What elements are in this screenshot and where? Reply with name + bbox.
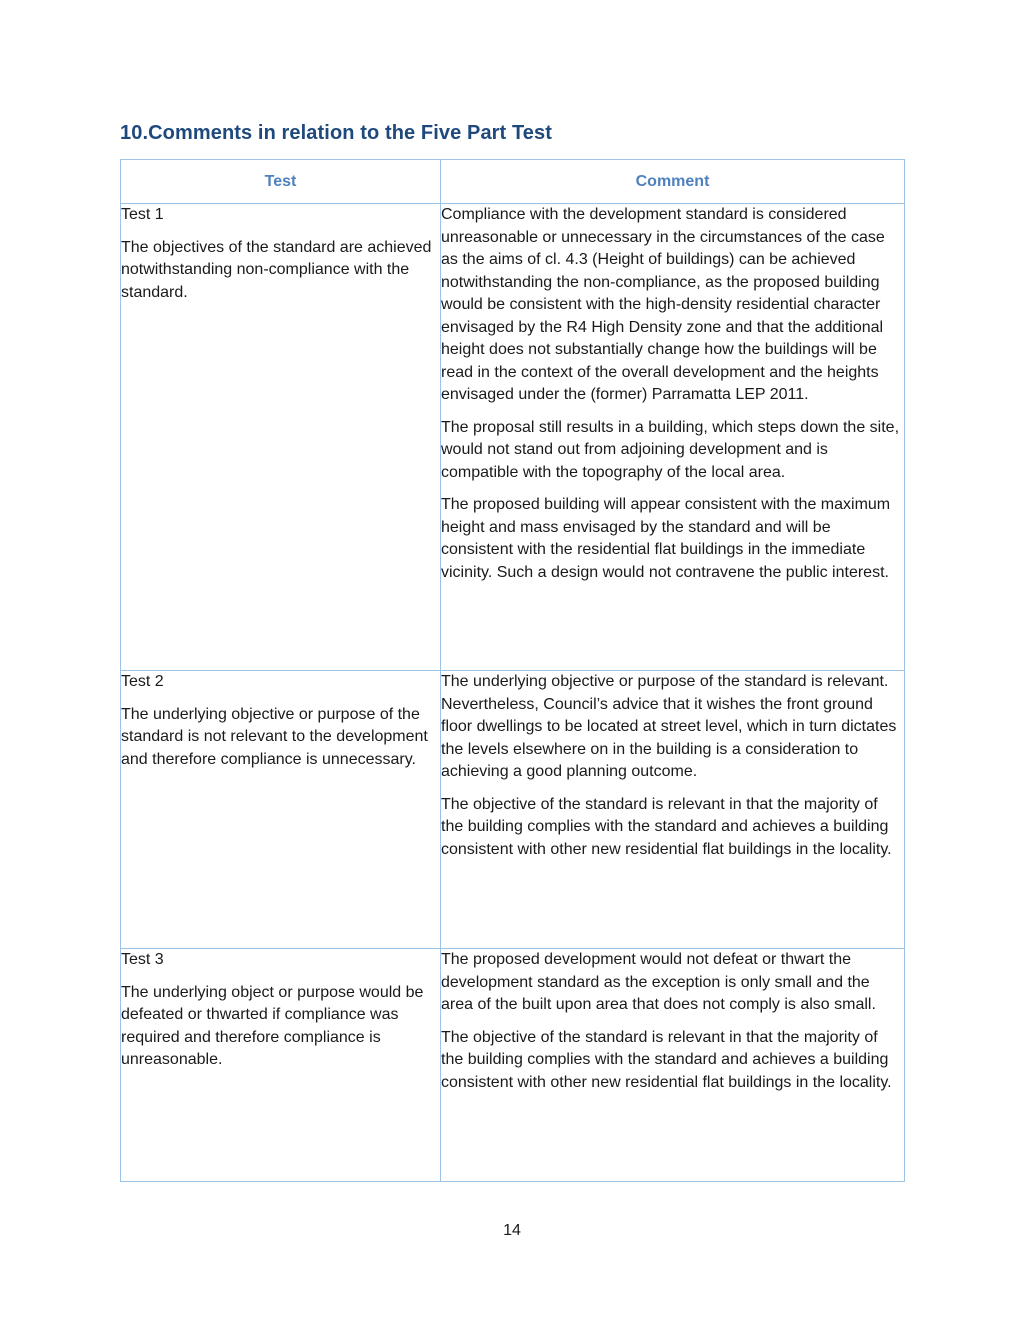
section-heading: 10.Comments in relation to the Five Part Test xyxy=(120,122,552,144)
comment-paragraph: The objective of the standard is relevant in that the majority of the building complies with the standard and achieves a building consistent with other new residential flat buildings in the locality. xyxy=(441,795,892,858)
test-description: The underlying objective or purpose of the standard is not relevant to the development and therefore compliance is unnecessary. xyxy=(121,705,428,768)
test-description: The objectives of the standard are achieved notwithstanding non-compliance with the standard. xyxy=(121,238,432,301)
comment-paragraph: The proposal still results in a building, which steps down the site, would not stand out from adjoining development and is compatible with the topography of the local area. xyxy=(441,418,900,481)
test-name: Test 2 xyxy=(121,673,164,690)
column-header-test: Test xyxy=(121,160,441,204)
table-row xyxy=(121,671,905,949)
table-row xyxy=(121,949,905,1182)
test-name: Test 1 xyxy=(121,206,164,223)
comment-paragraph: The proposed building will appear consistent with the maximum height and mass envisaged by the standard and will be consistent with the residential flat buildings in the immediate vicinity. Such a design would not contravene the public interest. xyxy=(441,496,891,581)
comment-paragraph: The objective of the standard is relevant in that the majority of the building complies with the standard and achieves a building consistent with other new residential flat buildings in the locality. xyxy=(441,1028,892,1091)
comment-cell xyxy=(441,949,905,1182)
table-header-row xyxy=(121,160,905,204)
comment-cell xyxy=(441,671,905,949)
test-cell xyxy=(121,204,441,671)
comment-paragraph: Compliance with the development standard is considered unreasonable or unnecessary in the circumstances of the case as the aims of cl. 4.3 (Height of buildings) can be achieved notwithstanding the non-compliance, as the proposed building would be consistent with the high-density residential character envisaged by the R4 High Density zone and that the additional height does not substantially change how the buildings will be read in the context of the overall development and the heights envisaged under the (former) Parramatta LEP 2011. xyxy=(441,206,885,403)
column-header-comment: Comment xyxy=(441,160,905,204)
test-description: The underlying object or purpose would be defeated or thwarted if compliance was required and therefore compliance is unreasonable. xyxy=(121,983,424,1068)
comment-paragraph: The proposed development would not defeat or thwart the development standard as the exception is only small and the area of the built upon area that does not comply is also small. xyxy=(441,951,876,1013)
test-cell xyxy=(121,949,441,1182)
page-number: 14 xyxy=(503,1222,521,1239)
comment-paragraph: The underlying objective or purpose of the standard is relevant. Nevertheless, Council’s advice that it wishes the front ground floor dwellings to be located at street level, which in turn dictates the levels elsewhere on in the building is a consideration to achieving a good planning outcome. xyxy=(441,673,897,780)
table-row xyxy=(121,204,905,671)
test-name: Test 3 xyxy=(121,951,164,968)
five-part-test-table xyxy=(120,159,905,1182)
comment-cell xyxy=(441,204,905,671)
test-cell xyxy=(121,671,441,949)
